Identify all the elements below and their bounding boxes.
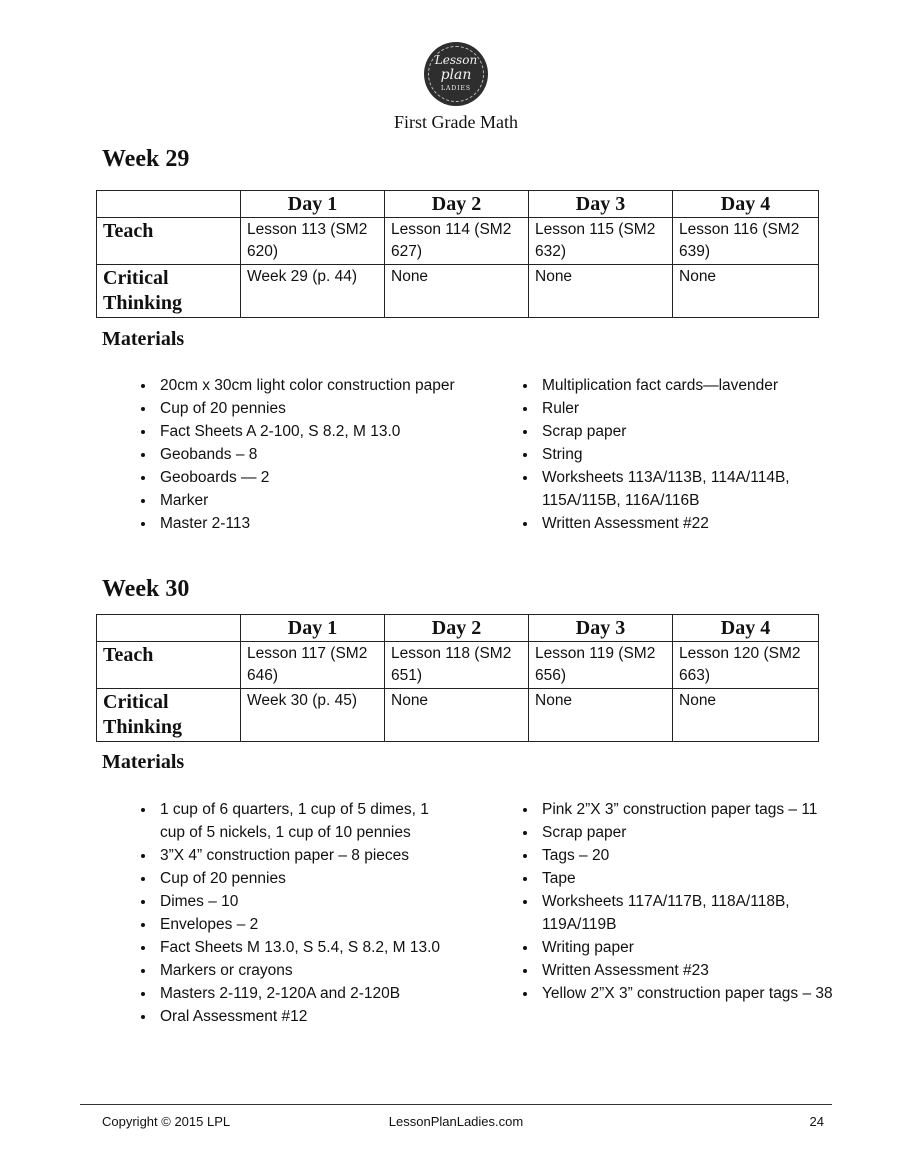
table-cell: Lesson 113 (SM2 620) xyxy=(241,218,385,265)
table-corner xyxy=(97,191,241,218)
list-item: • Tags – 20 xyxy=(538,844,838,867)
table-cell: Lesson 120 (SM2 663) xyxy=(673,642,819,689)
table-cell: Lesson 114 (SM2 627) xyxy=(385,218,529,265)
table-cell: Lesson 117 (SM2 646) xyxy=(241,642,385,689)
materials-list-right xyxy=(512,798,838,1005)
list-item: • Geoboards — 2 xyxy=(156,466,456,489)
list-item: • Oral Assessment #12 xyxy=(156,1005,456,1028)
table-cell: Lesson 116 (SM2 639) xyxy=(673,218,819,265)
row-label-critical-thinking: Critical Thinking xyxy=(97,689,241,742)
table-cell: Lesson 119 (SM2 656) xyxy=(529,642,673,689)
list-item: • Written Assessment #23 xyxy=(538,959,838,982)
table-cell: Week 30 (p. 45) xyxy=(241,689,385,742)
table-cell: None xyxy=(385,689,529,742)
list-item: • Writing paper xyxy=(538,936,838,959)
day-header: Day 1 xyxy=(241,615,385,642)
logo xyxy=(424,42,488,106)
list-item: • Scrap paper xyxy=(538,420,838,443)
table-row xyxy=(97,689,819,742)
day-header: Day 2 xyxy=(385,191,529,218)
day-header: Day 2 xyxy=(385,615,529,642)
table-row xyxy=(97,265,819,318)
day-header: Day 1 xyxy=(241,191,385,218)
logo-text-ladies: LADIES xyxy=(441,85,471,92)
table-header-row xyxy=(97,191,819,218)
row-label-critical-thinking: Critical Thinking xyxy=(97,265,241,318)
list-item: • Markers or crayons xyxy=(156,959,456,982)
day-header: Day 3 xyxy=(529,615,673,642)
list-item: • Yellow 2”X 3” construction paper tags – 38 xyxy=(538,982,838,1005)
materials-list-right xyxy=(512,374,838,535)
list-item: • Fact Sheets M 13.0, S 5.4, S 8.2, M 13.0 xyxy=(156,936,456,959)
table-row xyxy=(97,642,819,689)
list-item: • Ruler xyxy=(538,397,838,420)
list-item: • Cup of 20 pennies xyxy=(156,867,456,890)
table-cell: Week 29 (p. 44) xyxy=(241,265,385,318)
schedule-table xyxy=(96,190,819,318)
table-cell: None xyxy=(673,265,819,318)
materials-heading: Materials xyxy=(102,328,185,350)
table-cell: None xyxy=(385,265,529,318)
row-label-teach: Teach xyxy=(97,218,241,265)
list-item: • Pink 2”X 3” construction paper tags – 11 xyxy=(538,798,838,821)
schedule-table xyxy=(96,614,819,742)
list-item: • Scrap paper xyxy=(538,821,838,844)
list-item: • 1 cup of 6 quarters, 1 cup of 5 dimes, 1 cup of 5 nickels, 1 cup of 10 pennies xyxy=(156,798,456,844)
materials-list-left xyxy=(130,798,456,1028)
list-item: • Worksheets 117A/117B, 118A/118B, 119A/119B xyxy=(538,890,838,936)
page-number: 24 xyxy=(809,1114,824,1129)
list-item: • Masters 2-119, 2-120A and 2-120B xyxy=(156,982,456,1005)
list-item: • Cup of 20 pennies xyxy=(156,397,456,420)
list-item: • Envelopes – 2 xyxy=(156,913,456,936)
list-item: • String xyxy=(538,443,838,466)
day-header: Day 3 xyxy=(529,191,673,218)
list-item: • 3”X 4” construction paper – 8 pieces xyxy=(156,844,456,867)
list-item: • Master 2-113 xyxy=(156,512,456,535)
logo-text-lesson: Lesson xyxy=(434,53,478,67)
logo-text-plan: plan xyxy=(440,67,472,83)
table-cell: None xyxy=(529,689,673,742)
list-item: • Geobands – 8 xyxy=(156,443,456,466)
day-header: Day 4 xyxy=(673,615,819,642)
table-cell: Lesson 115 (SM2 632) xyxy=(529,218,673,265)
footer-copyright: Copyright © 2015 LPL xyxy=(102,1114,231,1129)
materials-heading: Materials xyxy=(102,751,185,773)
page-subtitle: First Grade Math xyxy=(394,112,518,132)
list-item: • Tape xyxy=(538,867,838,890)
table-cell: None xyxy=(529,265,673,318)
day-header: Day 4 xyxy=(673,191,819,218)
list-item: • Multiplication fact cards—lavender xyxy=(538,374,838,397)
list-item: • 20cm x 30cm light color construction paper xyxy=(156,374,456,397)
materials-list-left xyxy=(130,374,456,535)
row-label-teach: Teach xyxy=(97,642,241,689)
list-item: • Fact Sheets A 2-100, S 8.2, M 13.0 xyxy=(156,420,456,443)
list-item: • Worksheets 113A/113B, 114A/114B, 115A/115B, 116A/116B xyxy=(538,466,838,512)
list-item: • Marker xyxy=(156,489,456,512)
table-cell: Lesson 118 (SM2 651) xyxy=(385,642,529,689)
list-item: • Dimes – 10 xyxy=(156,890,456,913)
table-corner xyxy=(97,615,241,642)
footer-divider xyxy=(80,1104,832,1105)
footer-website: LessonPlanLadies.com xyxy=(388,1114,524,1129)
week-title: Week 30 xyxy=(102,576,190,602)
week-title: Week 29 xyxy=(102,146,190,172)
table-cell: None xyxy=(673,689,819,742)
table-row xyxy=(97,218,819,265)
table-header-row xyxy=(97,615,819,642)
list-item: • Written Assessment #22 xyxy=(538,512,838,535)
